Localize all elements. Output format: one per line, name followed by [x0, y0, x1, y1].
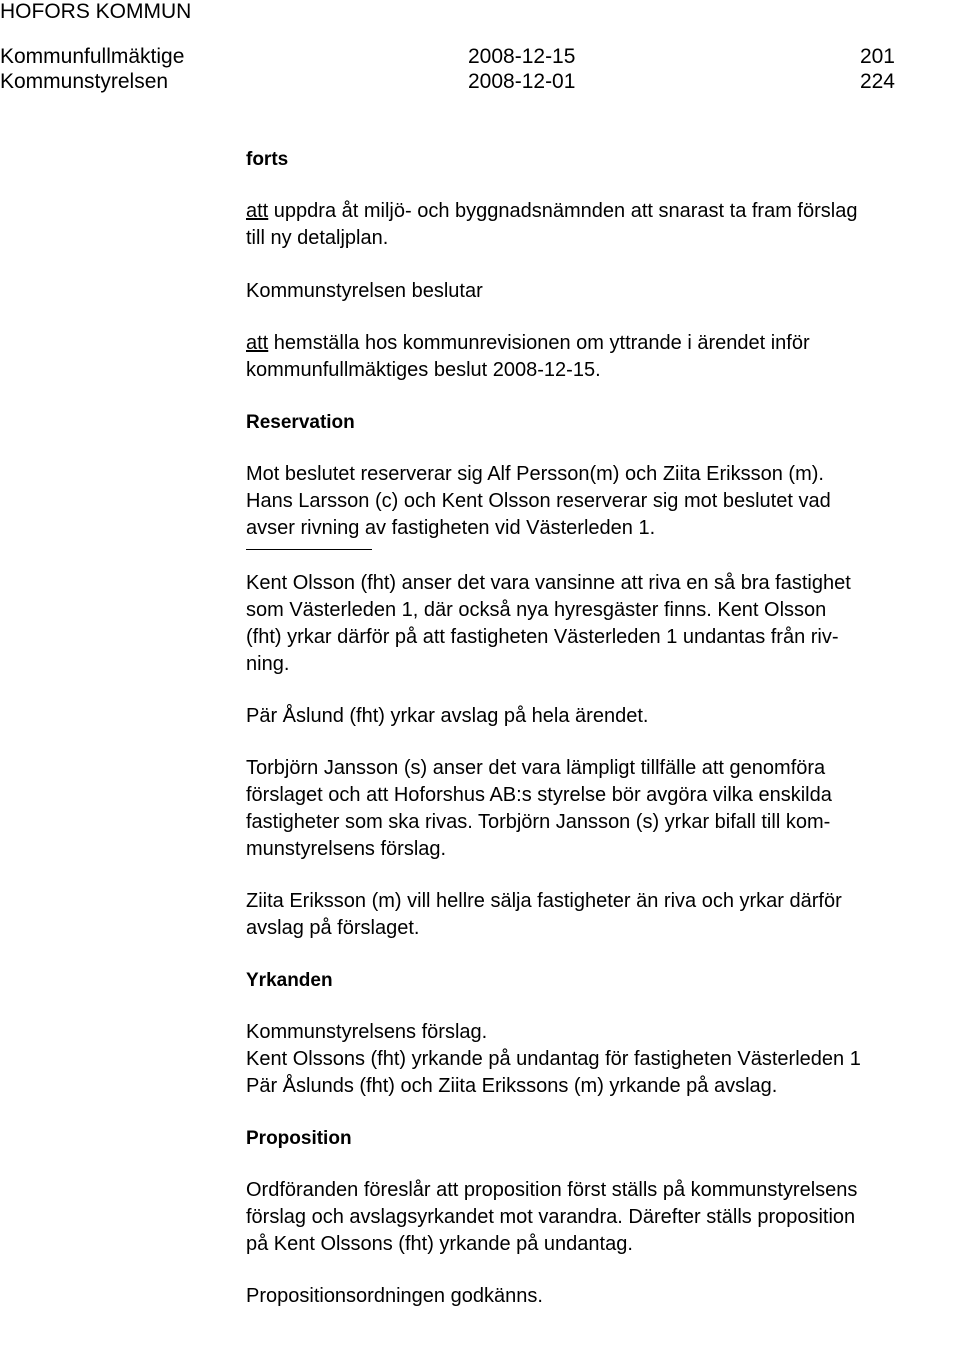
- reservation-line: Mot beslutet reserverar sig Alf Persson(m) och Ziita Eriksson (m).: [246, 463, 824, 485]
- statement-ziita-eriksson: Ziita Eriksson (m) vill hellre sälja fastigheter än riva och yrkar därför: [246, 890, 842, 912]
- motion-item: Kommunstyrelsens förslag.: [246, 1021, 488, 1043]
- document-body: [246, 146, 960, 1310]
- separator-rule: [246, 549, 372, 550]
- att-keyword: att: [246, 332, 269, 354]
- statement-kent-olsson: (fht) yrkar därför på att fastigheten Västerleden 1 undantas från riv-: [246, 626, 839, 648]
- statement-kent-olsson: som Västerleden 1, där också nya hyresgäster finns. Kent Olsson: [246, 599, 827, 621]
- meeting-date: 2008-12-01: [468, 70, 576, 93]
- yrkanden-heading: Yrkanden: [246, 970, 333, 991]
- statement-par-aslund: Pär Åslund (fht) yrkar avslag på hela ärendet.: [246, 705, 649, 727]
- statement-torbjorn-jansson: förslaget och att Hoforshus AB:s styrelse bör avgöra vilka enskilda: [246, 784, 832, 806]
- proposition-text: på Kent Olssons (fht) yrkande på undantag.: [246, 1233, 633, 1255]
- motion-item: Kent Olssons (fht) yrkande på undantag för fastigheten Västerleden 1: [246, 1048, 861, 1070]
- reservation-heading: Reservation: [246, 412, 355, 433]
- reservation-line: avser rivning av fastigheten vid Västerleden 1.: [246, 517, 656, 539]
- paragraph-number: 224: [859, 70, 895, 93]
- motion-item: Pär Åslunds (fht) och Ziita Erikssons (m) yrkande på avslag.: [246, 1075, 778, 1097]
- board-decides: Kommunstyrelsen beslutar: [246, 280, 483, 302]
- statement-kent-olsson: ning.: [246, 653, 290, 675]
- reservation-line: Hans Larsson (c) och Kent Olsson reserverar sig mot beslutet vad: [246, 490, 831, 512]
- proposition-order-approved: Propositionsordningen godkänns.: [246, 1285, 543, 1307]
- organization-name: HOFORS KOMMUN: [0, 0, 192, 23]
- att-keyword: att: [246, 200, 269, 222]
- proposition-heading: Proposition: [246, 1128, 352, 1149]
- meeting-body-name: Kommunstyrelsen: [0, 70, 169, 93]
- decision-clause-1-line2: till ny detaljplan.: [246, 227, 389, 249]
- proposition-text: förslag och avslagsyrkandet mot varandra. Därefter ställs proposition: [246, 1206, 856, 1228]
- statement-torbjorn-jansson: munstyrelsens förslag.: [246, 838, 447, 860]
- meeting-body-name: Kommunfullmäktige: [0, 45, 185, 68]
- statement-torbjorn-jansson: Torbjörn Jansson (s) anser det vara lämpligt tillfälle att genomföra: [246, 757, 826, 779]
- proposition-text: Ordföranden föreslår att proposition först ställs på kommunstyrelsens: [246, 1179, 858, 1201]
- statement-ziita-eriksson: avslag på förslaget.: [246, 917, 420, 939]
- statement-kent-olsson: Kent Olsson (fht) anser det vara vansinne att riva en så bra fastighet: [246, 572, 851, 594]
- decision-clause-2: att hemställa hos kommunrevisionen om yttrande i ärendet inför: [246, 332, 810, 354]
- statement-torbjorn-jansson: fastigheter som ska rivas. Torbjörn Jansson (s) yrkar bifall till kom-: [246, 811, 831, 833]
- paragraph-number: 201: [859, 45, 895, 68]
- meeting-date: 2008-12-15: [468, 45, 576, 68]
- forts-heading: forts: [246, 149, 289, 170]
- decision-clause-2-line2: kommunfullmäktiges beslut 2008-12-15.: [246, 359, 601, 381]
- decision-clause-1: att uppdra åt miljö- och byggnadsnämnden att snarast ta fram förslag: [246, 200, 858, 222]
